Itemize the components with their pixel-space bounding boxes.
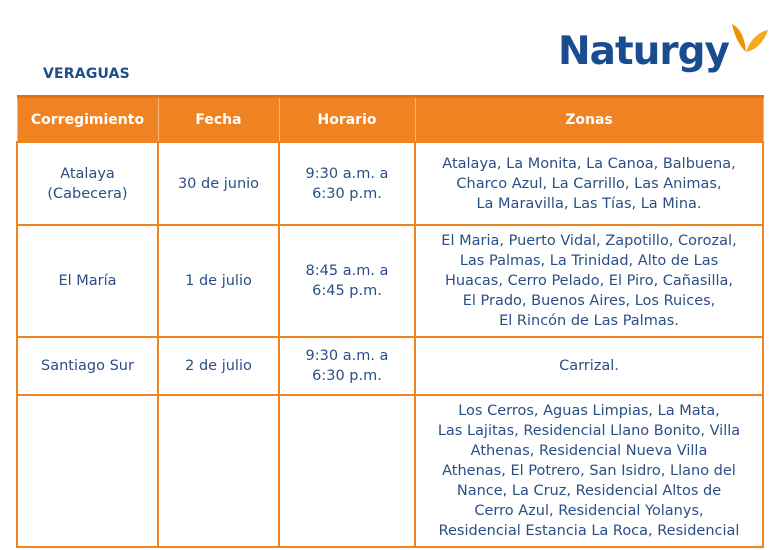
header-zonas: Zonas bbox=[415, 97, 763, 143]
cell-zonas-line: Residencial Estancia La Roca, Residencial bbox=[438, 523, 740, 539]
cell-zonas-line: Nance, La Cruz, Residencial Altos de bbox=[456, 483, 722, 499]
cell-zonas bbox=[415, 225, 763, 337]
cell-zonas-line: El Prado, Buenos Aires, Los Ruices, bbox=[462, 293, 716, 309]
header-horario: Horario bbox=[279, 97, 415, 143]
cell-zonas-line: Carrizal. bbox=[559, 358, 619, 374]
schedule-table bbox=[16, 95, 764, 548]
table-row bbox=[17, 225, 763, 337]
cell-zonas-line: Athenas, El Potrero, San Isidro, Llano del bbox=[442, 463, 736, 479]
cell-horario-line: 6:45 p.m. bbox=[312, 283, 382, 299]
table-body bbox=[17, 142, 763, 547]
region-title: VERAGUAS bbox=[43, 66, 130, 82]
cell-zonas-line: Charco Azul, La Carrillo, Las Animas, bbox=[456, 175, 722, 192]
header-fecha: Fecha bbox=[158, 97, 279, 143]
header-corregimiento: Corregimiento bbox=[17, 97, 158, 143]
cell-horario-line: 9:30 a.m. a bbox=[305, 165, 389, 182]
table-row bbox=[17, 142, 763, 225]
cell-zonas-line: El Rincón de Las Palmas. bbox=[499, 313, 679, 329]
cell-fecha: 2 de julio bbox=[158, 337, 279, 395]
naturgy-logo bbox=[558, 22, 770, 74]
cell-corregimiento bbox=[17, 225, 158, 337]
cell-corregimiento-line: El María bbox=[58, 273, 117, 289]
logo-wordmark: Naturgy bbox=[558, 29, 729, 74]
cell-zonas bbox=[415, 337, 763, 395]
cell-zonas-line: La Maravilla, Las Tías, La Mina. bbox=[476, 195, 702, 212]
cell-fecha: 1 de julio bbox=[158, 225, 279, 337]
cell-zonas-line: Los Cerros, Aguas Limpias, La Mata, bbox=[458, 403, 720, 419]
butterfly-icon bbox=[730, 22, 770, 68]
cell-horario-line: 6:30 p.m. bbox=[312, 185, 382, 202]
cell-corregimiento bbox=[17, 395, 158, 547]
cell-zonas bbox=[415, 142, 763, 225]
cell-zonas-line: Athenas, Residencial Nueva Villa bbox=[470, 443, 708, 459]
cell-corregimiento bbox=[17, 142, 158, 225]
table-row bbox=[17, 395, 763, 547]
cell-horario-line: 9:30 a.m. a bbox=[305, 348, 389, 364]
cell-horario bbox=[279, 337, 415, 395]
cell-corregimiento-line: Santiago Sur bbox=[41, 358, 134, 374]
cell-zonas bbox=[415, 395, 763, 547]
cell-zonas-line: Huacas, Cerro Pelado, El Piro, Cañasilla, bbox=[444, 273, 734, 289]
cell-zonas-line: Las Palmas, La Trinidad, Alto de Las bbox=[459, 253, 719, 269]
cell-fecha bbox=[158, 395, 279, 547]
table-row bbox=[17, 337, 763, 395]
cell-horario bbox=[279, 225, 415, 337]
cell-horario bbox=[279, 142, 415, 225]
cell-horario-line: 6:30 p.m. bbox=[312, 368, 382, 384]
cell-zonas-line: El Maria, Puerto Vidal, Zapotillo, Corozal, bbox=[441, 233, 737, 249]
table-header-row bbox=[17, 97, 763, 143]
cell-zonas-line: Atalaya, La Monita, La Canoa, Balbuena, bbox=[442, 155, 736, 172]
cell-horario bbox=[279, 395, 415, 547]
cell-fecha: 30 de junio bbox=[158, 142, 279, 225]
cell-corregimiento-line: Atalaya bbox=[60, 165, 115, 182]
cell-corregimiento bbox=[17, 337, 158, 395]
cell-horario-line: 8:45 a.m. a bbox=[305, 263, 389, 279]
cell-corregimiento-line: (Cabecera) bbox=[47, 185, 128, 202]
cell-zonas-line: Las Lajitas, Residencial Llano Bonito, Villa bbox=[437, 423, 741, 439]
cell-zonas-line: Cerro Azul, Residencial Yolanys, bbox=[474, 503, 704, 519]
